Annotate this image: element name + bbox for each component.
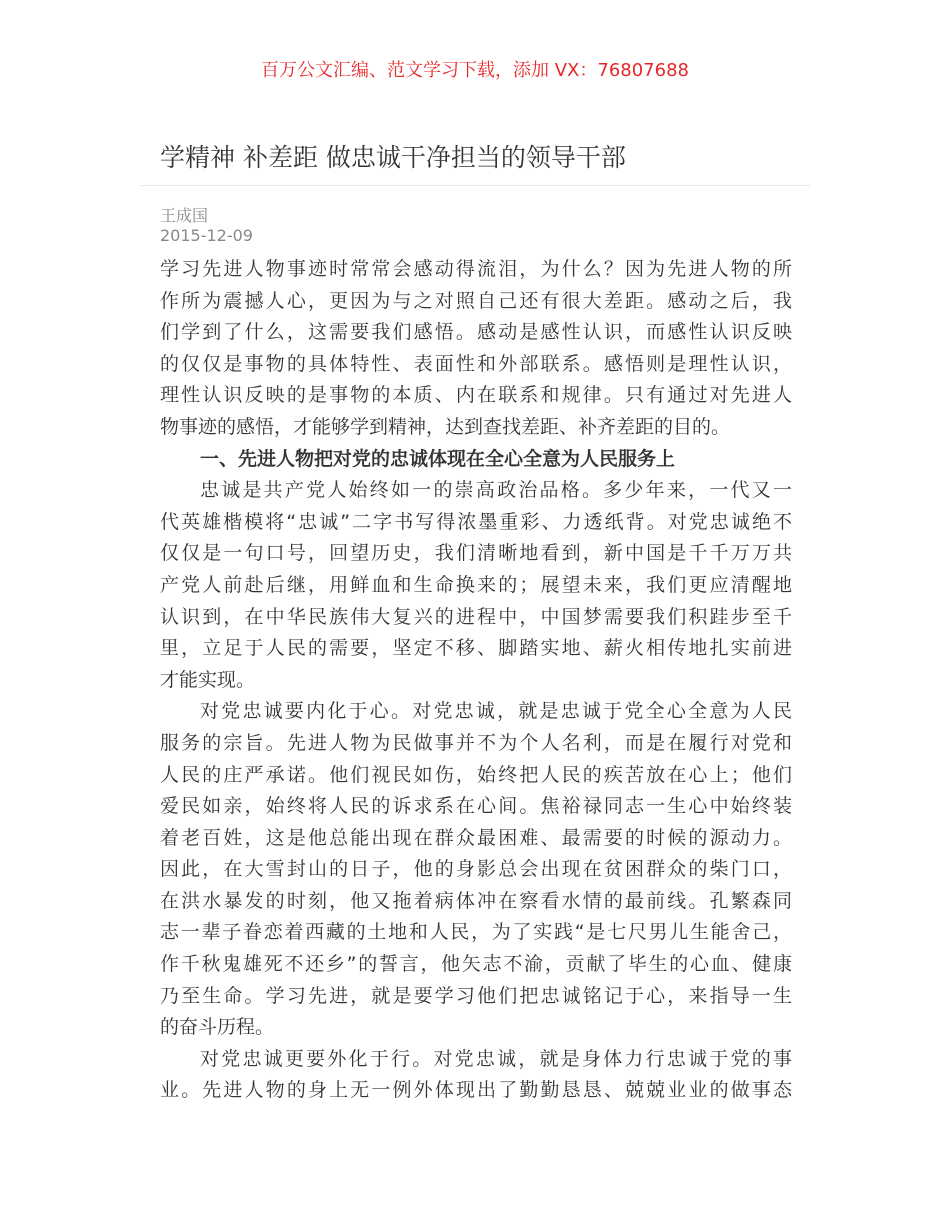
download-banner: 百万公文汇编、范文学习下载，添加 VX：76807688 xyxy=(261,60,689,81)
paragraph-line: 产党人前赴后继，用鲜血和生命换来的；展望未来，我们更应清醒地 xyxy=(160,573,792,596)
paragraph xyxy=(160,696,792,1044)
paragraph-line: 对党忠诚要内化于心。对党忠诚，就是忠诚于党全心全意为人民 xyxy=(200,700,792,723)
section-heading xyxy=(160,444,792,476)
paragraph-line: 作千秋鬼雄死不还乡”的誓言，他矢志不渝，贡献了毕生的心血、健康 xyxy=(160,953,792,976)
paragraph-line: 人民的庄严承诺。他们视民如伤，始终把人民的疾苦放在心上；他们 xyxy=(160,763,792,786)
paragraph-line: 们学到了什么，这需要我们感悟。感动是感性认识，而感性认识反映 xyxy=(160,321,792,344)
paragraph-line: 的仅仅是事物的具体特性、表面性和外部联系。感悟则是理性认识， xyxy=(160,352,792,375)
paragraph-line: 在洪水暴发的时刻，他又拖着病体冲在察看水情的最前线。孔繁森同 xyxy=(160,889,792,912)
title-divider xyxy=(140,185,810,186)
paragraph-line: 一、先进人物把对党的忠诚体现在全心全意为人民服务上 xyxy=(200,447,676,470)
paragraph xyxy=(160,254,792,444)
paragraph-line: 乃至生命。学习先进，就是要学习他们把忠诚铭记于心，来指导一生 xyxy=(160,984,792,1007)
paragraph-line: 学习先进人物事迹时常常会感动得流泪，为什么？因为先进人物的所 xyxy=(160,258,792,280)
paragraph-line: 代英雄楷模将“忠诚”二字书写得浓墨重彩、力透纸背。对党忠诚绝不 xyxy=(160,510,792,533)
paragraph-line: 业。先进人物的身上无一例外体现出了勤勤恳恳、兢兢业业的做事态 xyxy=(160,1079,792,1102)
paragraph xyxy=(160,1044,792,1107)
paragraph-line: 理性认识反映的是事物的本质、内在联系和规律。只有通过对先进人 xyxy=(160,384,792,407)
paragraph-line: 的奋斗历程。 xyxy=(160,1016,275,1039)
paragraph-line: 才能实现。 xyxy=(160,668,256,691)
paragraph-line: 作所为震撼人心，更因为与之对照自己还有很大差距。感动之后，我 xyxy=(160,289,792,312)
paragraph-line: 因此，在大雪封山的日子，他的身影总会出现在贫困群众的柴门口， xyxy=(160,858,792,881)
paragraph-line: 志一辈子眷恋着西藏的土地和人民，为了实践“是七尺男儿生能舍己， xyxy=(160,921,792,944)
paragraph-line: 物事迹的感悟，才能够学到精神，达到查找差距、补齐差距的目的。 xyxy=(160,415,731,438)
article-author: 王成国 xyxy=(160,206,209,225)
paragraph-line: 仅仅是一句口号，回望历史，我们清晰地看到，新中国是千千万万共 xyxy=(160,542,792,565)
article-date: 2015-12-09 xyxy=(160,226,253,245)
paragraph-line: 认识到，在中华民族伟大复兴的进程中，中国梦需要我们积跬步至千 xyxy=(160,605,792,628)
paragraph-line: 爱民如亲，始终将人民的诉求系在心间。焦裕禄同志一生心中始终装 xyxy=(160,795,792,818)
article-body xyxy=(160,254,792,1107)
paragraph xyxy=(160,475,792,696)
paragraph-line: 对党忠诚更要外化于行。对党忠诚，就是身体力行忠诚于党的事 xyxy=(200,1047,792,1070)
paragraph-line: 里，立足于人民的需要，坚定不移、脚踏实地、薪火相传地扎实前进 xyxy=(160,637,792,660)
paragraph-line: 服务的宗旨。先进人物为民做事并不为个人名利，而是在履行对党和 xyxy=(160,731,792,754)
article-title: 学精神 补差距 做忠诚干净担当的领导干部 xyxy=(160,143,626,172)
paragraph-line: 着老百姓，这是他总能出现在群众最困难、最需要的时候的源动力。 xyxy=(160,826,792,849)
paragraph-line: 忠诚是共产党人始终如一的崇高政治品格。多少年来，一代又一 xyxy=(200,479,792,502)
